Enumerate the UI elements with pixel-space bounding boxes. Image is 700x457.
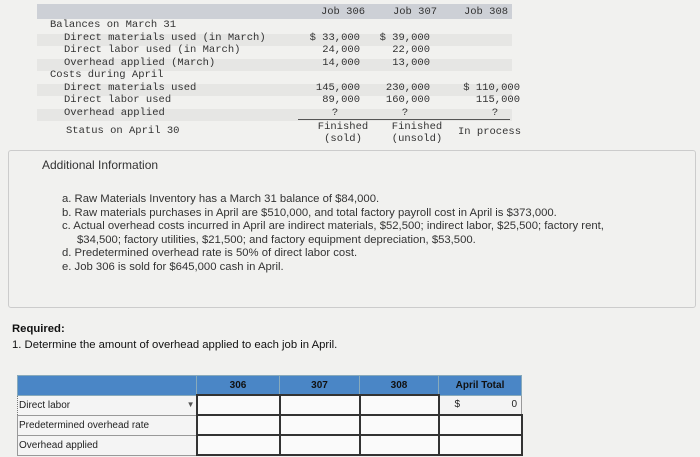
answer-header-308: 308: [360, 376, 439, 396]
info-item-a: a. Raw Materials Inventory has a March 31 balance of $84,000.: [62, 193, 380, 205]
row-label: Direct materials used (in March): [64, 31, 266, 44]
input-308-direct-labor[interactable]: [360, 395, 439, 415]
row-value-job-308: ?: [491, 106, 499, 119]
status-label: Status on April 30: [66, 125, 180, 137]
header-job-307: Job 307: [392, 6, 438, 18]
info-item-d: d. Predetermined overhead rate is 50% of direct labor cost.: [62, 247, 358, 259]
required-title: Required:: [12, 323, 65, 335]
chevron-down-icon: ▼: [186, 399, 195, 409]
row-value-job-307: ?: [401, 106, 409, 119]
additional-info-title: Additional Information: [42, 158, 159, 172]
info-item-c: c. Actual overhead costs incurred in April are indirect materials, $52,500; indirect labor, $25,500; factory rent,: [62, 220, 604, 232]
required-question: 1. Determine the amount of overhead applied to each job in April.: [12, 339, 338, 351]
row-label: Overhead applied (March): [64, 56, 216, 69]
row-value-job-306: $ 33,000: [309, 31, 360, 44]
header-job-306: Job 306: [320, 6, 366, 18]
answer-header-307: 307: [280, 376, 360, 396]
input-306-overhead[interactable]: [197, 435, 280, 455]
input-total-rate[interactable]: [439, 415, 522, 435]
row-value-job-307: 13,000: [392, 56, 430, 69]
overhead-label: Overhead applied: [18, 435, 197, 455]
row-value-job-306: 14,000: [322, 56, 360, 69]
row-value-job-308: $ 110,000: [463, 81, 520, 94]
answer-header-row: [18, 376, 522, 396]
info-item-b: b. Raw materials purchases in April are $510,000, and total factory payroll cost in April is $373,000.: [62, 206, 557, 219]
row-value-job-308: 115,000: [475, 94, 520, 106]
row-label: Direct labor used (in March): [64, 44, 241, 56]
row-value-job-306: 24,000: [322, 44, 360, 56]
status-job-308: In process: [458, 126, 522, 138]
row-value-job-306: 89,000: [322, 94, 360, 106]
row-label: Balances on March 31: [50, 19, 177, 31]
answer-row-direct-labor: [18, 395, 522, 415]
row-value-job-307: 230,000: [385, 81, 430, 94]
input-308-rate[interactable]: [360, 415, 439, 435]
row-value-job-307: 22,000: [392, 44, 430, 56]
row-label: Direct labor used: [64, 94, 172, 106]
direct-labor-dropdown[interactable]: Direct labor ▼: [18, 395, 197, 415]
status-job-307: Finished (unsold): [391, 121, 443, 145]
input-total-overhead[interactable]: [439, 435, 522, 455]
row-value-job-306: ?: [331, 106, 339, 119]
input-307-overhead[interactable]: [280, 435, 360, 455]
info-item-c-cont: $34,500; factory utilities, $21,500; and factory equipment depreciation, $53,500.: [77, 233, 476, 246]
row-value-job-307: $ 39,000: [379, 31, 430, 44]
info-item-e: e. Job 306 is sold for $645,000 cash in April.: [62, 260, 284, 273]
status-job-306: Finished (sold): [317, 121, 369, 145]
answer-row-overhead: [18, 435, 522, 455]
answer-row-rate: [18, 415, 522, 435]
answer-header-total: April Total: [439, 376, 522, 396]
input-306-rate[interactable]: [197, 415, 280, 435]
row-label: Costs during April: [50, 69, 164, 81]
input-306-direct-labor[interactable]: [197, 395, 280, 415]
answer-header-306: 306: [197, 376, 280, 396]
header-job-308: Job 308: [463, 6, 509, 18]
answer-table: [17, 375, 523, 456]
additional-info-list: [62, 193, 604, 274]
row-value-job-307: 160,000: [385, 94, 430, 106]
row-label: Overhead applied: [64, 106, 165, 119]
input-307-rate[interactable]: [280, 415, 360, 435]
input-307-direct-labor[interactable]: [280, 395, 360, 415]
row-label: Direct materials used: [64, 81, 197, 94]
total-direct-labor: $ 0: [439, 395, 522, 415]
row-value-job-306: 145,000: [315, 81, 360, 94]
rate-label: Predetermined overhead rate: [18, 415, 197, 435]
answer-header-blank: [18, 376, 197, 396]
input-308-overhead[interactable]: [360, 435, 439, 455]
total-rule: [298, 119, 510, 120]
